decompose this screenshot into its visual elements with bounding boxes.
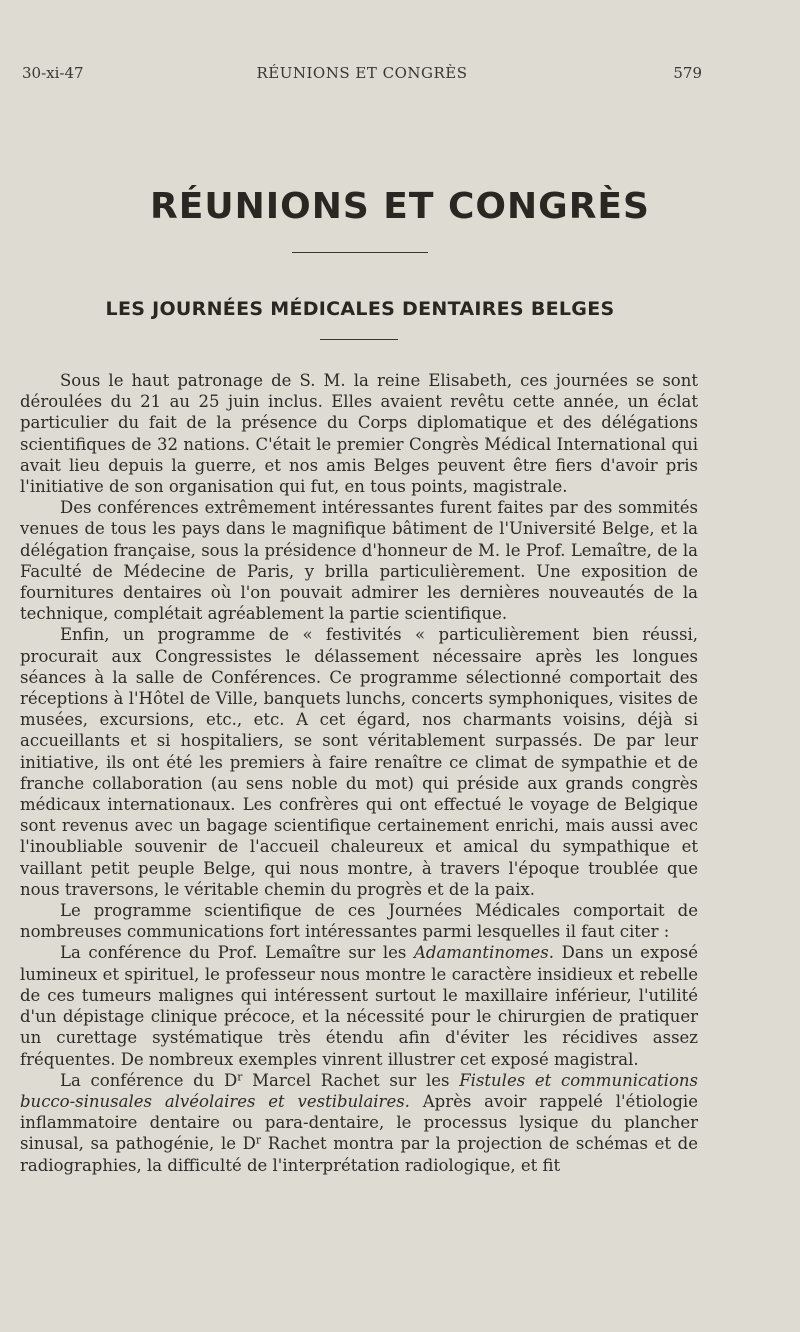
paragraph-4: Le programme scientifique de ces Journées Médicales comportait de nombreuses communications fort intéressantes parmi lesquelles il faut citer : [20,901,698,942]
paragraph-3: Enfin, un programme de « festivités « particulièrement bien réussi, procurait aux Congressistes le délassement nécessaire après les longues séances à la salle de Conférences. Ce programme sélectionné comportait des réceptions à l'Hôtel de Ville, banquets lunchs, concerts symphoniques, visites de musées, excursions, etc., etc. A cet égard, nos charmants voisins, déjà si accueillants et si hospitaliers, se sont véritablement surpassés. De par leur initiative, ils ont été les premiers à faire renaître ce climat de sympathie et de franche collaboration (au sens noble du mot) qui préside aux grands congrès médicaux internationaux. Les confrères qui ont effectué le voyage de Belgique sont revenus avec un bagage scientifique certainement enrichi, mais aussi avec l'inoubliable souvenir de l'accueil chaleureux et amical du sympathique et vaillant petit peuple Belge, qui nous montre, à travers l'époque troublée que nous traversons, le véritable chemin du progrès et de la paix. [20,625,698,899]
article-body [20,370,698,1176]
paragraph-5-start: La conférence du Prof. Lemaître sur les [60,943,414,963]
article-title: LES JOURNÉES MÉDICALES DENTAIRES BELGES [105,298,615,320]
paragraph-6-part-a: La conférence du D [60,1070,238,1090]
paragraph-6-topic: Fistules et communications bucco-sinusales alvéolaires et vestibulaires. [20,1070,698,1111]
paragraph-6-sup-2: r [255,1133,262,1147]
title-divider [292,252,428,253]
paragraph-6-part-c: Après avoir rappelé l'étiologie inflammatoire dentaire ou para-dentaire, le processus lysique du plancher sinusal, sa pathogénie, le D [20,1091,698,1154]
running-head [22,64,702,88]
paragraph-1: Sous le haut patronage de S. M. la reine Elisabeth, ces journées se sont déroulées du 21 au 25 juin inclus. Elles avaient revêtu cette année, un éclat particulier du fait de la présence du Corps diplomatique et des délégations scientifiques de 32 nations. C'était le premier Congrès Médical International qui avait lieu depuis la guerre, et nos amis Belges peuvent être fiers d'avoir pris l'initiative de son organisation qui fut, en tous points, magistrale. [20,371,698,497]
section-title: RÉUNIONS ET CONGRÈS [150,186,650,227]
paragraph-6-part-d: Rachet montra par la projection de schémas et de radiographies, la difficulté de l'interprétation radiologique, et fit [20,1134,698,1175]
paragraph-6-part-b: Marcel Rachet sur les [242,1070,460,1090]
running-head-date: 30-xi-47 [22,64,84,82]
paragraph-2: Des conférences extrêmement intéressantes furent faites par des sommités venues de tous les pays dans le magnifique bâtiment de l'Université Belge, et la délégation française, sous la présidence d'honneur de M. le Prof. Lemaître, de la Faculté de Médecine de Paris, y brilla particulièrement. Une exposition de fournitures dentaires où l'on pouvait admirer les dernières nouveautés de la technique, complétait agréablement la partie scientifique. [20,498,698,624]
paragraph-5-topic: Adamantinomes. [413,943,555,963]
paragraph-6 [20,1070,698,1176]
article-title-divider [320,339,398,340]
paragraph-6-sup-1: r [237,1070,243,1084]
paragraph-5 [20,942,698,1069]
paragraph-5-rest: Dans un exposé lumineux et spirituel, le professeur nous montre le caractère insidieux et rebelle de ces tumeurs malignes qui intéressent surtout le maxillaire inférieur, l'utilité d'un dépistage clinique précoce, et la nécessité pour le chirurgien de pratiquer un curettage systématique très étendu afin d'éviter les récidives assez fréquentes. De nombreux exemples vinrent illustrer cet exposé magistral. [20,943,698,1069]
running-head-section: RÉUNIONS ET CONGRÈS [256,64,468,82]
page-number: 579 [673,64,702,82]
